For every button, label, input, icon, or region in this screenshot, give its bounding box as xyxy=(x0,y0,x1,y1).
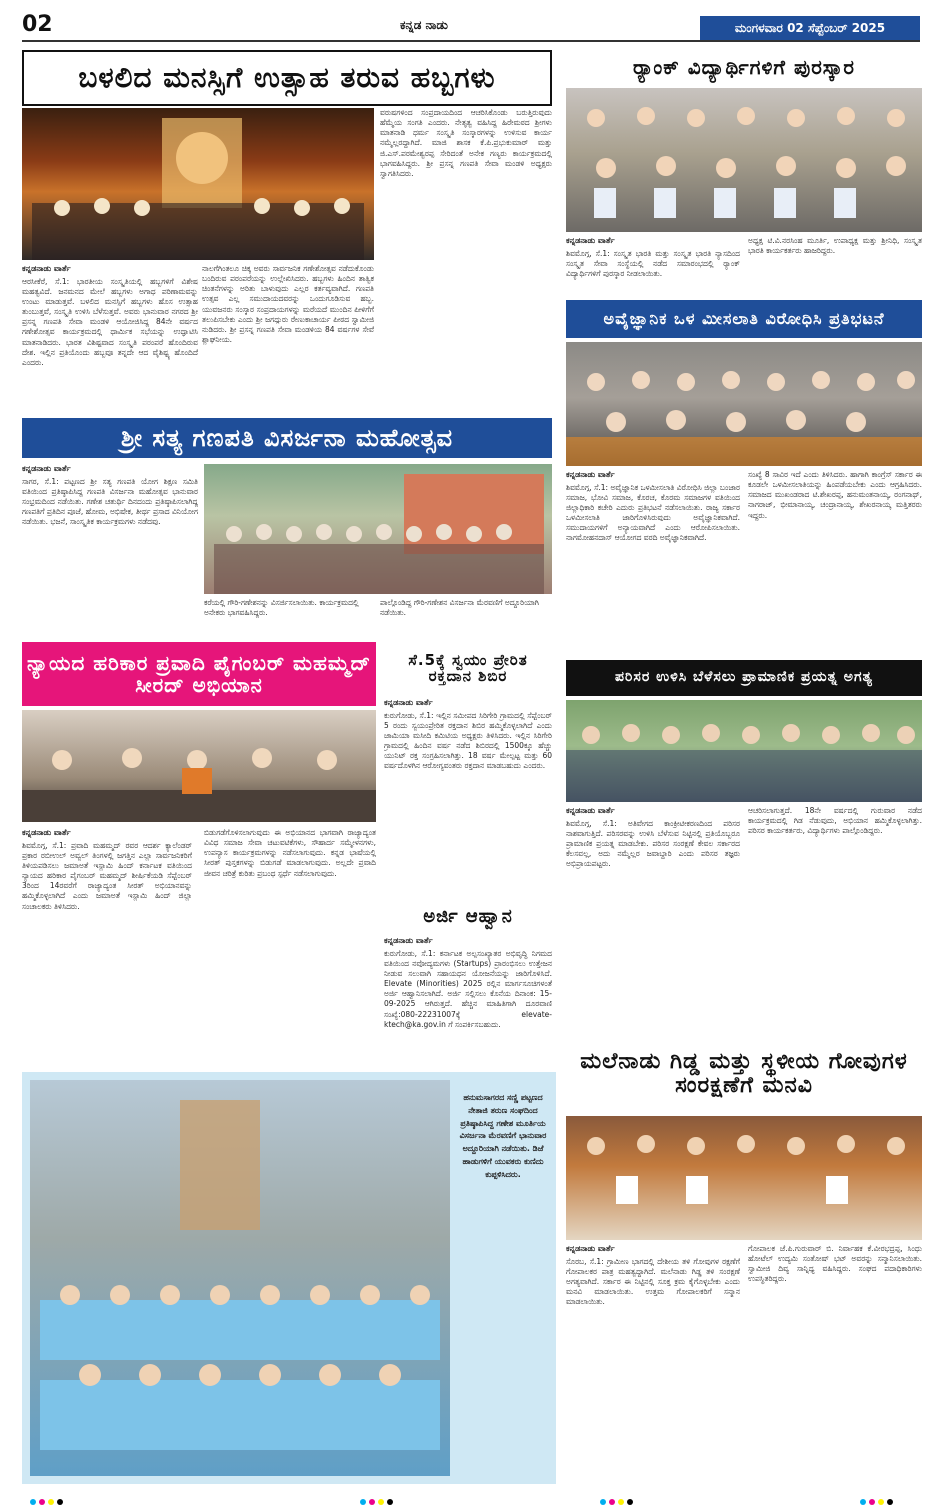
cow-conservation-felicitation-image xyxy=(566,1116,922,1240)
bottom-panel-text-content: ಹನುಮಸಾಗರದ ಸಣ್ಣಿ ಪಟ್ಟಣದ ನೇತಾಜಿ ತರುಣ ಸಂಘದಿಂದ ಪ್ರತಿಷ್ಠಾಪಿಸಿದ್ದ ಗಣೇಶ ಮೂರ್ತಿಯ ವಿಸರ್ಜನಾ ಮೆರವಣಿಗೆ ಭಾನುವಾರ ಅದ್ದೂರಿಯಾಗಿ ನಡೆಯಿತು. ಡಿಜೆ ಹಾಡುಗಳಿಗೆ ಯುವಕರು ಕುಣಿದು ಕುಪ್ಪಳಿಸಿದರು. xyxy=(459,1093,547,1179)
registration-dots-right-1 xyxy=(600,1490,636,1507)
story6-body-text: ಕುರುಗೋಡು, ಸೆ.1: ಇಲ್ಲಿನ ಸಮೀಪದ ಸಿರಿಗೇರಿ ಗ್ರಾಮದಲ್ಲಿ ಸೆಪ್ಟೆಂಬರ್ 5 ರಂದು ಸ್ವಯಂಪ್ರೇರಿತ ರಕ್ತದಾನ ಶಿಬಿರ ಹಮ್ಮಿಕೊಳ್ಳಲಾಗಿದೆ ಎಂದು ಜಾಮಿಯಾ ಮಸೀದಿ ಕಮಿಟಿಯ ಅಧ್ಯಕ್ಷರು ತಿಳಿಸಿದರು. ಇಲ್ಲಿನ ಸಿರಿಗೇರಿ ಗ್ರಾಮದಲ್ಲಿ ಹಿಂದಿನ ವರ್ಷ ನಡೆದ ಶಿಬಿರದಲ್ಲಿ 1500ಕ್ಕೂ ಹೆಚ್ಚು ಯುನಿಟ್ ರಕ್ತ ಸಂಗ್ರಹಿಸಲಾಗಿತ್ತು. 18 ವರ್ಷ ಮೇಲ್ಪಟ್ಟ ಮತ್ತು 60 ವರ್ಷದೊಳಗಿನ ಆರೋಗ್ಯವಂತರು ರಕ್ತದಾನ ಮಾಡಬಹುದು ಎಂದರು. xyxy=(384,710,552,771)
story5-col1-text: ಶಿವಮೊಗ್ಗ, ಸೆ.1: ಪ್ರವಾದಿ ಮಹಮ್ಮದ್ ರವರ ಆದರ್ಶ ಕ್ಯಾಲೆಂಡರ್ ಪ್ರಕಾರ ರಬೀಉಲ್ ಅವ್ವಲ್ ತಿಂಗಳಲ್ಲಿ ಜಗತ್ತಿನ ಎಲ್ಲಾ ಸಾರ್ವಜನಿಕರಿಗೆ ತಿಳಿಯಪಡಿಸಲು ಜಮಾಅತೆ ಇಸ್ಲಾಮಿ ಹಿಂದ್ ಕರ್ನಾಟಕ ವತಿಯಿಂದ ನ್ಯಾಯದ ಹರಿಕಾರ ಪೈಗಂಬರ್ ಮಹಮ್ಮದ್ ಶೀರ್ಷಿಕೆಯಡಿ ಸೆಪ್ಟೆಂಬರ್ 3ರಿಂದ 14ರವರೆಗೆ ರಾಜ್ಯಾದ್ಯಂತ ಸೀರತ್ ಅಭಿಯಾನವನ್ನು ಹಮ್ಮಿಕೊಳ್ಳಲಾಗಿದೆ ಎಂದು ಜಮಾಅತೆ ಇಸ್ಲಾಮಿ ಹಿಂದ್ ಜಿಲ್ಲಾ ಸಂಚಾಲಕರು ತಿಳಿಸಿದರು. xyxy=(22,840,192,911)
story4-body-col3 xyxy=(380,598,552,636)
registration-dots-right-2 xyxy=(860,1490,896,1507)
story8-body-col1 xyxy=(566,806,740,1030)
story5-headline-text: ನ್ಯಾಯದ ಹರಿಕಾರ ಪ್ರವಾದಿ ಪೈಗಂಬರ್ ಮಹಮ್ಮದ್ ಸೀರದ್ ಅಭಿಯಾನ xyxy=(27,651,371,697)
story6-body xyxy=(384,698,552,898)
story9-headline xyxy=(566,1036,922,1112)
story5-headline xyxy=(22,642,376,706)
story5-photo xyxy=(22,710,376,822)
header-rule xyxy=(22,40,920,42)
story9-body-col2 xyxy=(748,1244,922,1484)
story2-headline: ರ‍್ಯಾಂಕ್ ವಿದ್ಯಾರ್ಥಿಗಳಿಗೆ ಪುರಸ್ಕಾರ xyxy=(633,55,855,79)
story8-col1-text: ಶಿವಮೊಗ್ಗ, ಸೆ.1: ಅತಿವೇಗದ ಕಾಂಕ್ರೀಟೀಕರಣದಿಂದ ಪರಿಸರ ನಾಶವಾಗುತ್ತಿದೆ. ಪರಿಸರವನ್ನು ಉಳಿಸಿ ಬೆಳೆಸುವ ನಿಟ್ಟಿನಲ್ಲಿ ಪ್ರತಿಯೊಬ್ಬರೂ ಪ್ರಾಮಾಣಿಕ ಪ್ರಯತ್ನ ಮಾಡಬೇಕು. ಪರಿಸರ ಸಂರಕ್ಷಣೆ ಕೇವಲ ಸರ್ಕಾರದ ಕೆಲಸವಲ್ಲ, ಅದು ನಮ್ಮೆಲ್ಲರ ಜವಾಬ್ದಾರಿ ಎಂದು ಪರಿಸರ ತಜ್ಞರು ಅಭಿಪ್ರಾಯಪಟ್ಟರು. xyxy=(566,818,740,869)
story1-col1-text: ಆರಸೀಕೆರೆ, ಸೆ.1: ಭಾರತೀಯ ಸಂಸ್ಕೃತಿಯಲ್ಲಿ ಹಬ್ಬಗಳಿಗೆ ವಿಶೇಷ ಮಹತ್ವವಿದೆ. ಜನಮನದ ಮೇಲೆ ಹಬ್ಬಗಳು ಅಗಾಧ ಪರಿಣಾಮವನ್ನು ಉಂಟು ಮಾಡುತ್ತವೆ. ಬಳಲಿದ ಮನಸ್ಸಿಗೆ ಹಬ್ಬಗಳು ಹೊಸ ಉತ್ಸಾಹ ತುಂಬುತ್ತವೆ, ಸಂಸ್ಕೃತಿ ಉಳಿಸಿ ಬೆಳೆಸುತ್ತವೆ. ಅವರು ಭಾನುವಾರ ನಗರದ ಶ್ರೀ ಪ್ರಸನ್ನ ಗಣಪತಿ ಸೇವಾ ಮಂಡಳಿ ಆಯೋಜಿಸಿದ್ದ 84ನೇ ವರ್ಷದ ಗಣೇಶೋತ್ಸವ ಕಾರ್ಯಕ್ರಮದಲ್ಲಿ ಧಾರ್ಮಿಕ ಸಭೆಯನ್ನು ಉದ್ಘಾಟಿಸಿ ಮಾತನಾಡಿದರು. ಭಾರತ ವಿಶಿಷ್ಟವಾದ ಸಂಸ್ಕೃತಿ ಪರಂಪರೆ ಹೊಂದಿರುವ ದೇಶ. ಇಲ್ಲಿನ ಪ್ರತಿಯೊಂದು ಹಬ್ಬವೂ ತನ್ನದೇ ಆದ ವೈಶಿಷ್ಟ್ಯ ಹೊಂದಿದೆ ಎಂದರು. xyxy=(22,276,198,367)
story7-body-text: ಕುರುಗೋಡು, ಸೆ.1: ಕರ್ನಾಟಕ ಅಲ್ಪಸಂಖ್ಯಾತರ ಅಭಿವೃದ್ಧಿ ನಿಗಮದ ವತಿಯಿಂದ ನವೋದ್ಯಮಗಳು (Startups) ಪ್ರಾರಂಭಿಸಲು ಉತ್ತೇಜನ ನೀಡುವ ಸಲುವಾಗಿ ಸಹಾಯಧನ ಯೋಜನೆಯನ್ನು ಜಾರಿಗೊಳಿಸಿದೆ. Elevate (Minorities) 2025 ರಲ್ಲಿನ ಮಾರ್ಗಸೂಚಿಗಳಂತೆ ಅರ್ಜಿ ಆಹ್ವಾನಿಸಲಾಗಿದೆ. ಅರ್ಜಿ ಸಲ್ಲಿಸಲು ಕೊನೆಯ ದಿನಾಂಕ: 15-09-2025 ಆಗಿರುತ್ತದೆ. ಹೆಚ್ಚಿನ ಮಾಹಿತಿಗಾಗಿ ದೂರವಾಣಿ ಸಂಖ್ಯೆ:080-22231007ಕ್ಕೆ elevate-ktech@ka.gov.in ಗೆ ಸಂಪರ್ಕಿಸಬಹುದು. xyxy=(384,948,552,1029)
story7-headline: ಅರ್ಜಿ ಆಹ್ವಾನ xyxy=(423,906,513,928)
story5-body-col2 xyxy=(204,828,376,1064)
story1-body-col1 xyxy=(22,264,198,414)
story4-caption xyxy=(204,598,374,636)
protest-group-image xyxy=(566,342,922,466)
bottom-photo-panel xyxy=(22,1072,556,1484)
story8-col2-text: ಆಚರಿಸಲಾಗುತ್ತದೆ. 18ನೇ ವರ್ಷದಲ್ಲಿ ಗುರುವಾರ ನಡೆದ ಕಾರ್ಯಕ್ರಮದಲ್ಲಿ ಗಿಡ ನೆಡುವುದು, ಅಭಿಯಾನ ಹಮ್ಮಿಕೊಳ್ಳಲಾಗಿತ್ತು. ಪರಿಸರ ಕಾರ್ಯಕರ್ತರು, ವಿದ್ಯಾರ್ಥಿಗಳು ಪಾಲ್ಗೊಂಡಿದ್ದರು. xyxy=(748,806,922,836)
story1-byline: ಕನ್ನಡನಾಡು ವಾರ್ತೆ xyxy=(22,264,71,273)
story9-col2-text: ಗೋಪಾಲಕ ಜೆ.ಪಿ.ಗುರುವಾರ್ ಬಿ. ನಿರ್ವಾಹಕ ಕೆ.ವೀರಭದ್ರಪ್ಪ, ಸಿಂಧು ಹೋಟೆಲ್ ಉದ್ಯಮಿ ಸಂತೋಷ್ ಭಟ್ ಅವರನ್ನು ಸನ್ಮಾನಿಸಲಾಯಿತು. ಸ್ವಾಮೀಜಿ ದಿವ್ಯ ಸಾನ್ನಿಧ್ಯ ವಹಿಸಿದ್ದರು. ಸಂಘದ ಪದಾಧಿಕಾರಿಗಳು ಉಪಸ್ಥಿತರಿದ್ದರು. xyxy=(748,1244,922,1284)
story7-body xyxy=(384,936,552,1064)
story8-body-col2 xyxy=(748,806,922,1030)
story9-col1-text: ಸೊರಬ, ಸೆ.1: ಗ್ರಾಮೀಣ ಭಾಗದಲ್ಲಿ ದೇಶೀಯ ತಳಿ ಗೋವುಗಳ ರಕ್ಷಣೆಗೆ ಗೋಪಾಲಕರ ಪಾತ್ರ ಮಹತ್ವದ್ದಾಗಿದೆ. ಮಲೆನಾಡು ಗಿಡ್ಡ ತಳಿ ಸಂರಕ್ಷಣೆ ಅಗತ್ಯವಾಗಿದೆ. ಸರ್ಕಾರ ಈ ನಿಟ್ಟಿನಲ್ಲಿ ಸೂಕ್ತ ಕ್ರಮ ಕೈಗೊಳ್ಳಬೇಕು ಎಂದು ಮನವಿ ಮಾಡಲಾಯಿತು. ಉತ್ತಮ ಗೋಪಾಲಕರಿಗೆ ಸನ್ಮಾನ ಮಾಡಲಾಯಿತು. xyxy=(566,1256,740,1307)
story4-byline: ಕನ್ನಡನಾಡು ವಾರ್ತೆ xyxy=(22,464,71,473)
story7-byline: ಕನ್ನಡನಾಡು ವಾರ್ತೆ xyxy=(384,936,433,945)
story3-col2-text: ಸಂಖ್ಯೆ 8 ಸಾವಿರ ಇದೆ ಎಂದು ತಿಳಿಸಿದರು. ಹಾಗಾಗಿ ಕಾಂಗ್ರೆಸ್ ಸರ್ಕಾರ ಈ ಕೂಡಲೇ ಒಳಮೀಸಲಾತಿಯನ್ನು ಹಿಂಪಡೆಯಬೇಕು ಎಂದು ಆಗ್ರಹಿಸಿದರು. ಸಮಾಜದ ಮುಖಂಡರಾದ ಟಿ.ಶೇಖರಪ್ಪ, ಹನುಮಂತನಾಯ್ಕ, ರಂಗನಾಥ್, ನಾಗರಾಜ್, ಭೀಮಾನಾಯ್ಕ, ಚಂದ್ರಾನಾಯ್ಕ, ಶೇಖರನಾಯ್ಕ ಮತ್ತಿತರರು ಇದ್ದರು. xyxy=(748,470,922,520)
masthead: ಕನ್ನಡ ನಾಡು xyxy=(400,18,448,32)
story5-body-col1 xyxy=(22,828,192,1064)
story1-col3-text: ವರುಷಗಳಿಂದ ಸಂಪ್ರದಾಯದಿಂದ ಆಚರಿಸಿಕೊಂಡು ಬರುತ್ತಿರುವುದು ಹೆಮ್ಮೆಯ ಸಂಗತಿ ಎಂದರು. ನೇತೃತ್ವ ವಹಿಸಿದ್ದ ಹಿರೇಮಠದ ಶ್ರೀಗಳು ಮಾತನಾಡಿ ಧರ್ಮ ಸಂಸ್ಕೃತಿ ಸಂಸ್ಕಾರಗಳನ್ನು ಉಳಿಸುವ ಕಾರ್ಯ ನಮ್ಮೆಲ್ಲರದ್ದಾಗಿದೆ. ಮಾಜಿ ಶಾಸಕ ಕೆ.ಪಿ.ಪ್ರಭುಕುಮಾರ್ ಮತ್ತು ಜಿ.ಎಸ್.ಪರಮೇಶ್ವರಪ್ಪ ಸೇರಿದಂತೆ ಅನೇಕ ಗಣ್ಯರು ಕಾರ್ಯಕ್ರಮದಲ್ಲಿ ಭಾಗವಹಿಸಿದ್ದರು. ಶ್ರೀ ಪ್ರಸನ್ನ ಗಣಪತಿ ಸೇವಾ ಮಂಡಳಿ ಅಧ್ಯಕ್ಷರು ಸ್ವಾಗತಿಸಿದರು. xyxy=(380,108,552,178)
rank-students-award-image xyxy=(566,88,922,232)
story1-body-col3 xyxy=(380,108,552,408)
story3-col1-text: ಶಿವಮೊಗ್ಗ, ಸೆ.1: ಅವೈಜ್ಞಾನಿಕ ಒಳಮೀಸಲಾತಿ ವಿರೋಧಿಸಿ ಜಿಲ್ಲಾ ಬಂಜಾರ ಸಮಾಜ, ಭೋವಿ ಸಮಾಜ, ಕೊರಚ, ಕೊರಮ ಸಮಾಜಗಳ ವತಿಯಿಂದ ಜಿಲ್ಲಾಧಿಕಾರಿ ಕಚೇರಿ ಎದುರು ಪ್ರತಿಭಟನೆ ನಡೆಸಲಾಯಿತು. ರಾಜ್ಯ ಸರ್ಕಾರ ಒಳಮೀಸಲಾತಿ ಜಾರಿಗೊಳಿಸಿರುವುದು ಅವೈಜ್ಞಾನಿಕವಾಗಿದೆ. ಸಮುದಾಯಗಳಿಗೆ ಅನ್ಯಾಯವಾಗಿದೆ ಎಂದು ಆರೋಪಿಸಲಾಯಿತು. ನಾಗಮೋಹನದಾಸ್ ಆಯೋಗದ ವರದಿ ಅವೈಜ್ಞಾನಿಕವಾಗಿದೆ. xyxy=(566,482,740,543)
story3-body-col2 xyxy=(748,470,922,648)
story2-col2-text: ಅಧ್ಯಕ್ಷ ಟಿ.ವಿ.ನರಸಿಂಹ ಮೂರ್ತಿ, ಉಪಾಧ್ಯಕ್ಷ ಮತ್ತು ಶ್ರೀನಿಧಿ, ಸಂಸ್ಕೃತ ಭಾರತಿ ಕಾರ್ಯಕರ್ತರು ಹಾಜರಿದ್ದರು. xyxy=(748,236,922,256)
registration-dots-center xyxy=(360,1490,396,1507)
story2-body-col2 xyxy=(748,236,922,296)
story4-col3-text: ಪಾಲ್ಗೊಂಡಿದ್ದ ಗೌರಿ-ಗಣೇಶನ ವಿಸರ್ಜನಾ ಮೆರವಣಿಗೆ ಅದ್ದೂರಿಯಾಗಿ ನಡೆಯಿತು. xyxy=(380,598,539,617)
date-text: ಮಂಗಳವಾರ 02 ಸೆಪ್ಟೆಂಬರ್ 2025 xyxy=(734,20,886,35)
story2-col1-text: ಶಿವಮೊಗ್ಗ, ಸೆ.1: ಸಂಸ್ಕೃತ ಭಾರತಿ ಮತ್ತು ಸಂಸ್ಕೃತ ಭಾರತಿ ನ್ಯಾಸದಿಂದ ಸಂಸ್ಕೃತ ಸೇವಾ ಸಂಸ್ಥೆಯಲ್ಲಿ ನಡೆದ ಸಮಾರಂಭದಲ್ಲಿ ರ‍್ಯಾಂಕ್ ವಿದ್ಯಾರ್ಥಿಗಳಿಗೆ ಪುರಸ್ಕಾರ ನೀಡಲಾಯಿತು. xyxy=(566,248,740,279)
page-number: 02 xyxy=(22,12,53,37)
story1-col2-text: ನಾಲಗೆಗಿಂತಲೂ ಚಿಕ್ಕ ಅವರು ಸಾರ್ವಜನಿಕ ಗಣೇಶೋತ್ಸವ ನಡೆದುಕೊಂಡು ಬಂದಿರುವ ಪರಂಪರೆಯನ್ನು ಉಲ್ಲೇಖಿಸಿದರು. ಹಬ್ಬಗಳು ಹಿಂದಿನ ತಾತ್ವಿಕ ಚಿಂತನೆಗಳನ್ನು ಅರಿತು ಬಾಳುವುದು ಎಲ್ಲರ ಕರ್ತವ್ಯವಾಗಿದೆ. ಗಣಪತಿ ಉತ್ಸವ ಎಲ್ಲ ಸಮುದಾಯದವರನ್ನು ಒಂದುಗೂಡಿಸುವ ಹಬ್ಬ. ಯುವಜನರು ಸಂಸ್ಕಾರ ಸಂಪ್ರದಾಯಗಳನ್ನು ಮರೆಯದೆ ಮುಂದಿನ ಪೀಳಿಗೆಗೆ ತಲುಪಿಸಬೇಕು ಎಂದು ಶ್ರೀ ಜಗದ್ಗುರು ರೇಣುಕಾಚಾರ್ಯ ಪೀಠದ ಸ್ವಾಮೀಜಿ ನುಡಿದರು. ಶ್ರೀ ಪ್ರಸನ್ನ ಗಣಪತಿ ಸೇವಾ ಮಂಡಳಿಯ 84 ವರ್ಷಗಳ ಸೇವೆ ಶ್ಲಾಘನೀಯ. xyxy=(202,264,374,344)
registration-dots-left xyxy=(30,1490,66,1507)
story3-byline: ಕನ್ನಡನಾಡು ವಾರ್ತೆ xyxy=(566,470,615,479)
story2-byline: ಕನ್ನಡನಾಡು ವಾರ್ತೆ xyxy=(566,236,615,245)
story9-headline-text: ಮಲೆನಾಡು ಗಿಡ್ಡ ಮತ್ತು ಸ್ಥಳೀಯ ಗೋವುಗಳ ಸಂರಕ್ಷಣೆಗೆ ಮನವಿ xyxy=(580,1048,908,1098)
press-meet-image xyxy=(22,710,376,822)
story5-col2-text: ಬಿಡುಗಡೆಗೊಳಿಸಲಾಗುವುದು ಈ ಅಭಿಯಾನದ ಭಾಗವಾಗಿ ರಾಜ್ಯಾದ್ಯಂತ ವಿವಿಧ ಸಮಾಜ ಸೇವಾ ಚಟುವಟಿಕೆಗಳು, ಸೌಹಾರ್ದ ಸಮ್ಮೇಳನಗಳು, ಉಪನ್ಯಾಸ ಕಾರ್ಯಕ್ರಮಗಳನ್ನು ನಡೆಸಲಾಗುವುದು. ಕನ್ನಡ ಭಾಷೆಯಲ್ಲಿ ಸೀರತ್ ಪುಸ್ತಕಗಳನ್ನು ಬಿಡುಗಡೆ ಮಾಡಲಾಗುವುದು. ಅಲ್ಲದೇ ಪ್ರವಾದಿ ಜೀವನ ಚರಿತ್ರೆ ಕುರಿತು ಪ್ರಬಂಧ ಸ್ಪರ್ಧೆ ನಡೆಸಲಾಗುವುದು. xyxy=(204,828,376,878)
story1-body-col2 xyxy=(202,264,374,414)
story3-headline: ಅವೈಜ್ಞಾನಿಕ ಒಳ ಮೀಸಲಾತಿ ವಿರೋಧಿಸಿ ಪ್ರತಿಭಟನೆ xyxy=(566,300,922,338)
procession-group-image xyxy=(204,464,552,594)
story6-byline: ಕನ್ನಡನಾಡು ವಾರ್ತೆ xyxy=(384,698,433,707)
story2-body-col1 xyxy=(566,236,740,296)
story8-byline: ಕನ್ನಡನಾಡು ವಾರ್ತೆ xyxy=(566,806,615,815)
story4-headline: ಶ್ರೀ ಸತ್ಯ ಗಣಪತಿ ವಿಸರ್ಜನಾ ಮಹೋತ್ಸವ xyxy=(22,418,552,458)
bottom-panel-text xyxy=(458,1092,548,1462)
story1-photo xyxy=(22,108,374,260)
story9-photo xyxy=(566,1116,922,1240)
header-bar xyxy=(0,0,945,40)
story5-byline: ಕನ್ನಡನಾಡು ವಾರ್ತೆ xyxy=(22,828,71,837)
ganesha-ceremony-image xyxy=(22,108,374,260)
bottom-group-photo xyxy=(30,1080,450,1476)
story2-photo xyxy=(566,88,922,232)
story1-headline: ಬಳಲಿದ ಮನಸ್ಸಿಗೆ ಉತ್ಸಾಹ ತರುವ ಹಬ್ಬಗಳು xyxy=(22,50,552,106)
story4-col1-text: ಸಾಗರ, ಸೆ.1: ಪಟ್ಟಣದ ಶ್ರೀ ಸತ್ಯ ಗಣಪತಿ ಯೋಗ ಶಿಕ್ಷಣ ಸಮಿತಿ ವತಿಯಿಂದ ಪ್ರತಿಷ್ಠಾಪಿಸಿದ್ದ ಗಣಪತಿ ವಿಸರ್ಜನಾ ಮಹೋತ್ಸವ ಭಾನುವಾರ ಸಂಭ್ರಮದಿಂದ ನಡೆಯಿತು. ಗಣೇಶ ಚತುರ್ಥಿ ದಿನದಂದು ಪ್ರತಿಷ್ಠಾಪಿಸಲಾಗಿದ್ದ ಗಣಪತಿಗೆ ಪ್ರತಿದಿನ ಪೂಜೆ, ಹೋಮ, ಅಭಿಷೇಕ, ತೀರ್ಥ ಪ್ರಸಾದ ವಿನಿಯೋಗ ನಡೆಯಿತು. ಭಜನೆ, ಸಾಂಸ್ಕೃತಿಕ ಕಾರ್ಯಕ್ರಮಗಳು ನಡೆದವು. xyxy=(22,476,198,527)
story8-photo xyxy=(566,700,922,802)
story6-headline: ಸೆ.5ಕ್ಕೆ ಸ್ವಯಂ ಪ್ರೇರಿತ ರಕ್ತದಾನ ಶಿಬಿರ xyxy=(408,650,528,685)
story3-photo xyxy=(566,342,922,466)
story9-body-col1 xyxy=(566,1244,740,1484)
story4-photo xyxy=(204,464,552,594)
story3-body-col1 xyxy=(566,470,740,648)
story4-body-col1 xyxy=(22,464,198,636)
story4-caption-text: ಕರೆಯಲ್ಲಿ ಗೌರಿ-ಗಣೇಶನನ್ನು ವಿಸರ್ಜಿಸಲಾಯಿತು. ಕಾರ್ಯಕ್ರಮದಲ್ಲಿ ಅನೇಕರು ಭಾಗವಹಿಸಿದ್ದರು. xyxy=(204,598,359,617)
story9-byline: ಕನ್ನಡನಾಡು ವಾರ್ತೆ xyxy=(566,1244,615,1253)
environment-group-image xyxy=(566,700,922,802)
story8-headline: ಪರಿಸರ ಉಳಿಸಿ ಬೆಳೆಸಲು ಪ್ರಾಮಾಣಿಕ ಪ್ರಯತ್ನ ಅಗತ್ಯ xyxy=(566,660,922,696)
date-banner xyxy=(700,16,920,40)
immersion-procession-image xyxy=(30,1080,450,1476)
